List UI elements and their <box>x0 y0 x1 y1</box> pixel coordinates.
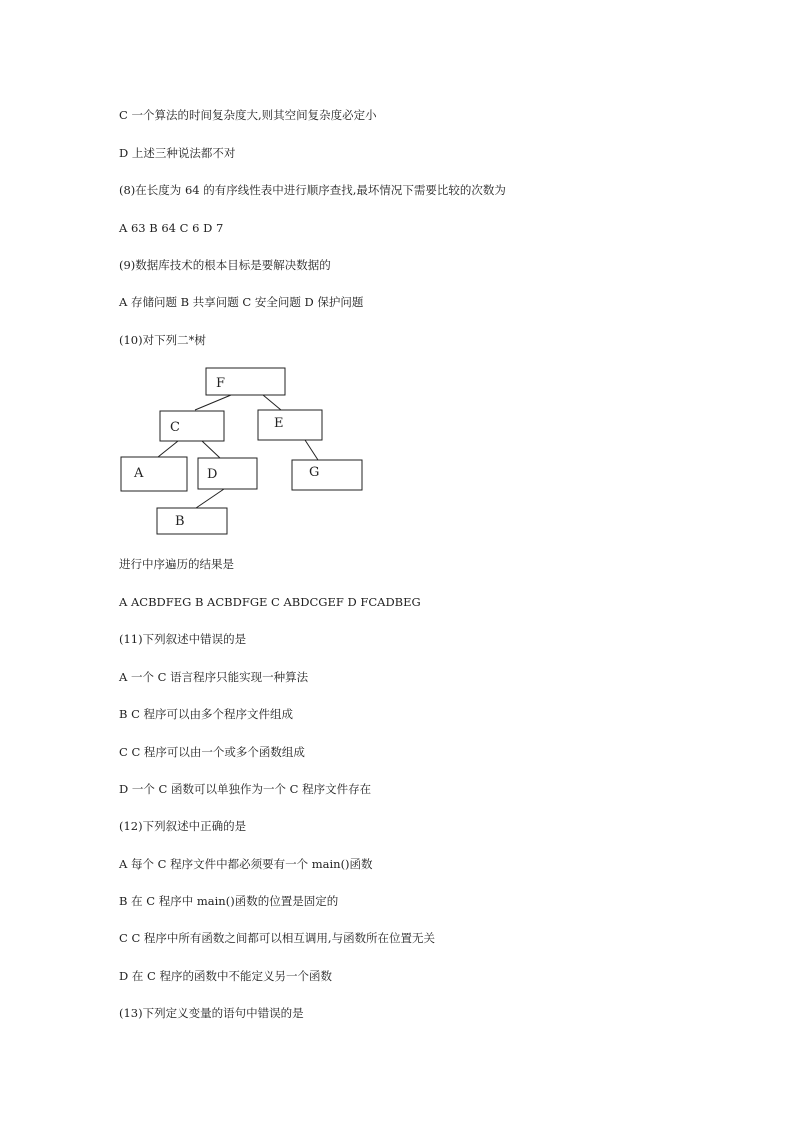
tree-node-g <box>292 460 362 490</box>
question-13: (13)下列定义变量的语句中错误的是 <box>119 1006 304 1020</box>
text-line: B 在 C 程序中 main()函数的位置是固定的 <box>119 894 339 908</box>
question-10: (10)对下列二*树 <box>119 333 206 347</box>
tree-edge <box>158 441 178 457</box>
tree-node-label: C <box>170 420 180 435</box>
tree-node-label: A <box>134 466 144 481</box>
tree-edge <box>263 395 281 410</box>
question-8: (8)在长度为 64 的有序线性表中进行顺序查找,最坏情况下需要比较的次数为 <box>119 183 506 197</box>
question-12: (12)下列叙述中正确的是 <box>119 819 247 833</box>
tree-node-label: D <box>207 467 218 482</box>
text-line: 进行中序遍历的结果是 <box>119 557 234 571</box>
binary-tree-diagram <box>118 365 368 537</box>
text-line: A 每个 C 程序文件中都必须要有一个 main()函数 <box>119 857 373 871</box>
tree-node-a <box>121 457 187 491</box>
tree-node-label: G <box>309 465 320 480</box>
tree-node-e <box>258 410 322 440</box>
text-line: D 上述三种说法都不对 <box>119 146 236 160</box>
tree-node-label: F <box>216 376 226 391</box>
text-line: A ACBDFEG B ACBDFGE C ABDCGEF D FCADBEG <box>119 595 421 609</box>
text-line: C 一个算法的时间复杂度大,则其空间复杂度必定小 <box>119 108 377 122</box>
text-line: A 存储问题 B 共享问题 C 安全问题 D 保护问题 <box>119 295 364 309</box>
tree-edge <box>202 441 220 458</box>
text-line: A 一个 C 语言程序只能实现一种算法 <box>119 670 309 684</box>
text-line: C C 程序可以由一个或多个函数组成 <box>119 745 305 759</box>
text-line: A 63 B 64 C 6 D 7 <box>119 221 224 235</box>
text-line: B C 程序可以由多个程序文件组成 <box>119 707 294 721</box>
text-line: C C 程序中所有函数之间都可以相互调用,与函数所在位置无关 <box>119 931 436 945</box>
tree-node-label: B <box>175 514 185 529</box>
question-9: (9)数据库技术的根本目标是要解决数据的 <box>119 258 331 272</box>
tree-edge <box>196 489 224 508</box>
tree-node-label: E <box>274 416 284 431</box>
tree-edge <box>195 395 231 410</box>
text-line: D 一个 C 函数可以单独作为一个 C 程序文件存在 <box>119 782 372 796</box>
text-line: D 在 C 程序的函数中不能定义另一个函数 <box>119 969 332 983</box>
tree-node-b <box>157 508 227 534</box>
question-11: (11)下列叙述中错误的是 <box>119 632 247 646</box>
tree-edge <box>305 440 318 460</box>
